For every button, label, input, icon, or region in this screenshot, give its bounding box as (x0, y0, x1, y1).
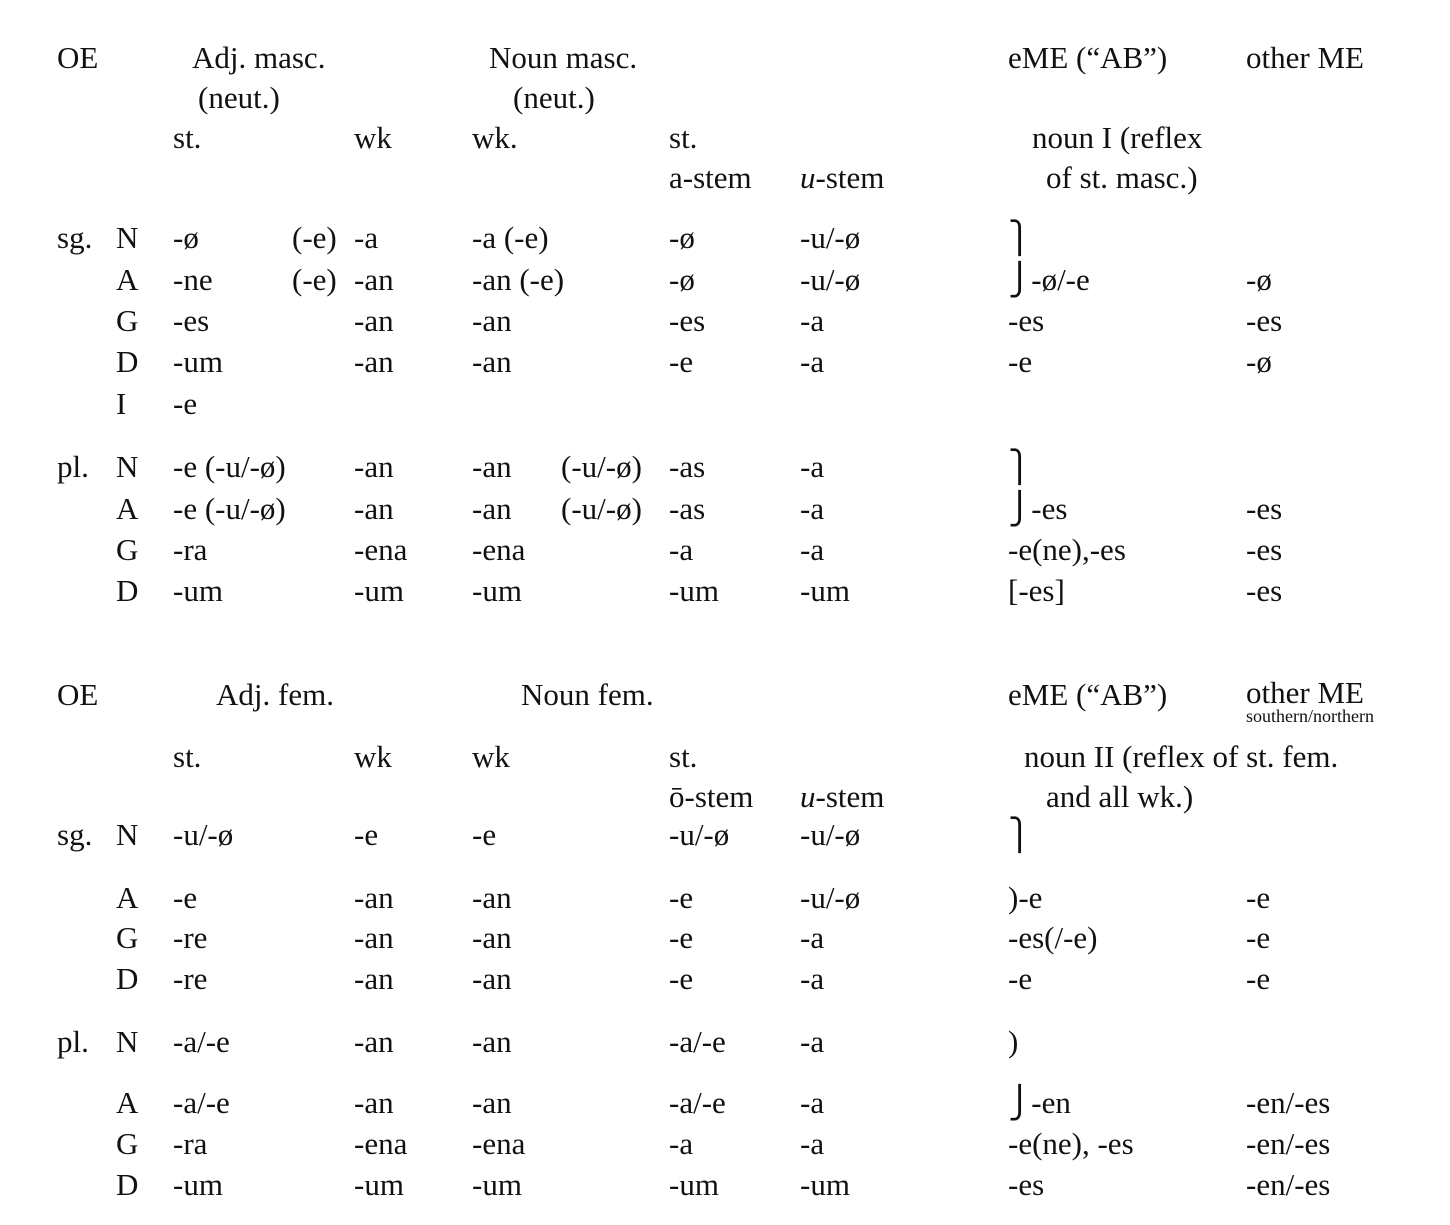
lower-o-stem-ending: -um (669, 1167, 719, 1202)
upper-adj-strong-ending: -e (173, 386, 198, 421)
upper-noun-strong-header: st. (669, 120, 698, 155)
lower-o-stem-ending: -e (669, 961, 694, 996)
upper-noun-weak-ending: -an (-e) (472, 262, 565, 297)
upper-noun-weak-ending: -an (472, 491, 512, 526)
upper-u-stem-ending: -a (800, 303, 825, 338)
upper-a-stem-ending: -es (669, 303, 706, 338)
lower-eme-ending: )-e (1008, 880, 1043, 915)
lower-adj-strong-ending: -e (173, 880, 198, 915)
lower-u-stem-ending: -um (800, 1167, 850, 1202)
upper-noun-weak-ending: -a (-e) (472, 220, 549, 255)
upper-eme-ending: -e(ne),-es (1008, 532, 1126, 567)
lower-u-stem-ending: -a (800, 1126, 825, 1161)
upper-noun-weak-variant: (-u/-ø) (561, 491, 642, 526)
lower-other-me-ending: -e (1246, 961, 1271, 996)
upper-reflex-header: noun I (reflex (1032, 120, 1203, 155)
upper-adj-strong-ending: -e (-u/-ø) (173, 449, 286, 484)
upper-other-me-header: other ME (1246, 40, 1364, 75)
upper-other-me-ending: -es (1246, 491, 1283, 526)
lower-other-me-ending: -en/-es (1246, 1085, 1331, 1120)
upper-adj-weak-ending: -ena (354, 532, 408, 567)
lower-noun-strong-header: st. (669, 739, 698, 774)
upper-adj-weak-ending: -an (354, 491, 394, 526)
lower-eme-ending: -e(ne), -es (1008, 1126, 1134, 1161)
upper-number-label: pl. (57, 449, 89, 484)
upper-eme-ending: ⎭-es (1008, 491, 1068, 526)
lower-adj-weak-ending: -an (354, 1085, 394, 1120)
upper-adj-strong-ending: -ra (173, 532, 208, 567)
lower-number-label: sg. (57, 817, 93, 852)
upper-case-label: D (116, 573, 139, 608)
lower-other-me-header: other ME (1246, 675, 1364, 710)
upper-a-stem-ending: -ø (669, 220, 695, 255)
upper-u-stem-ending: -a (800, 491, 825, 526)
lower-other-me-ending: -en/-es (1246, 1167, 1331, 1202)
lower-noun-weak-ending: -an (472, 920, 512, 955)
lower-noun-weak-ending: -e (472, 817, 497, 852)
upper-a-stem-ending: -as (669, 449, 706, 484)
lower-adj-header: Adj. fem. (216, 677, 334, 712)
lower-case-label: A (116, 1085, 139, 1120)
lower-number-label: pl. (57, 1024, 89, 1059)
upper-u-stem-ending: -a (800, 344, 825, 379)
lower-adj-weak-ending: -an (354, 1024, 394, 1059)
upper-a-stem-ending: -as (669, 491, 706, 526)
upper-u-stem-letter: u (800, 160, 816, 195)
lower-case-label: A (116, 880, 139, 915)
lower-reflex-header-sub: and all wk.) (1046, 779, 1194, 814)
upper-case-label: N (116, 449, 139, 484)
lower-o-stem-ending: -e (669, 920, 694, 955)
lower-noun-weak-ending: -um (472, 1167, 522, 1202)
lower-other-me-ending: -e (1246, 880, 1271, 915)
upper-noun-weak-ending: -um (472, 573, 522, 608)
upper-case-label: A (116, 491, 139, 526)
lower-u-stem-ending: -a (800, 920, 825, 955)
lower-adj-strong-ending: -a/-e (173, 1085, 230, 1120)
lower-noun-weak-ending: -an (472, 961, 512, 996)
upper-eme-ending: ⎭-ø/-e (1008, 262, 1090, 297)
lower-adj-strong-header: st. (173, 739, 202, 774)
lower-o-stem-ending: -a/-e (669, 1024, 726, 1059)
upper-adj-header-sub: (neut.) (198, 80, 280, 115)
lower-o-stem-ending: -a (669, 1126, 694, 1161)
upper-u-stem-header (800, 162, 884, 193)
lower-case-label: G (116, 1126, 139, 1161)
lower-o-stem-ending: -a/-e (669, 1085, 726, 1120)
upper-adj-weak-ending: -an (354, 303, 394, 338)
upper-case-label: G (116, 532, 139, 567)
upper-eme-ending: -es (1008, 303, 1045, 338)
lower-eme-ending: ⎭-en (1008, 1085, 1071, 1120)
upper-u-stem-suffix: -stem (815, 160, 885, 195)
upper-adj-weak-ending: -um (354, 573, 404, 608)
lower-adj-weak-ending: -an (354, 961, 394, 996)
upper-adj-strong-ending: -es (173, 303, 210, 338)
upper-noun-weak-variant: (-u/-ø) (561, 449, 642, 484)
lower-adj-weak-header: wk (354, 739, 392, 774)
upper-u-stem-ending: -u/-ø (800, 220, 861, 255)
lower-u-stem-suffix: -stem (815, 779, 885, 814)
upper-adj-weak-ending: -a (354, 220, 379, 255)
lower-u-stem-ending: -u/-ø (800, 880, 861, 915)
lower-eme-ending: ) (1008, 1024, 1019, 1059)
lower-u-stem-ending: -a (800, 961, 825, 996)
lower-noun-header: Noun fem. (521, 677, 654, 712)
lower-other-me-ending: -en/-es (1246, 1126, 1331, 1161)
upper-u-stem-ending: -u/-ø (800, 262, 861, 297)
lower-eme-ending: -e (1008, 961, 1033, 996)
lower-oe-label: OE (57, 677, 99, 712)
lower-case-label: G (116, 920, 139, 955)
lower-case-label: D (116, 961, 139, 996)
lower-case-label: D (116, 1167, 139, 1202)
upper-eme-ending: -e (1008, 344, 1033, 379)
upper-noun-weak-ending: -ena (472, 532, 526, 567)
upper-eme-ending: ⎫ (1008, 449, 1032, 484)
lower-noun-weak-ending: -an (472, 880, 512, 915)
upper-noun-header-sub: (neut.) (513, 80, 595, 115)
lower-adj-strong-ending: -um (173, 1167, 223, 1202)
lower-adj-weak-ending: -e (354, 817, 379, 852)
lower-u-stem-header (800, 781, 884, 812)
lower-u-stem-ending: -a (800, 1024, 825, 1059)
lower-case-label: N (116, 1024, 139, 1059)
lower-adj-weak-ending: -an (354, 880, 394, 915)
lower-u-stem-letter: u (800, 779, 816, 814)
lower-u-stem-ending: -a (800, 1085, 825, 1120)
upper-a-stem-header: a-stem (669, 160, 752, 195)
lower-adj-weak-ending: -ena (354, 1126, 408, 1161)
upper-noun-weak-header: wk. (472, 120, 518, 155)
upper-case-label: A (116, 262, 139, 297)
lower-adj-strong-ending: -re (173, 961, 208, 996)
upper-number-label: sg. (57, 220, 93, 255)
upper-adj-weak-ending: -an (354, 449, 394, 484)
lower-case-label: N (116, 817, 139, 852)
upper-adj-strong-ending: -um (173, 573, 223, 608)
upper-case-label: N (116, 220, 139, 255)
lower-other-me-subheader: southern/northern (1246, 706, 1374, 726)
lower-eme-header: eME (“AB”) (1008, 677, 1168, 712)
upper-adj-weak-header: wk (354, 120, 392, 155)
upper-noun-weak-ending: -an (472, 303, 512, 338)
upper-other-me-ending: -ø (1246, 344, 1272, 379)
lower-eme-ending: -es(/-e) (1008, 920, 1098, 955)
upper-u-stem-ending: -a (800, 532, 825, 567)
upper-other-me-ending: -ø (1246, 262, 1272, 297)
upper-u-stem-ending: -um (800, 573, 850, 608)
lower-noun-weak-ending: -an (472, 1085, 512, 1120)
upper-u-stem-ending: -a (800, 449, 825, 484)
lower-adj-strong-ending: -a/-e (173, 1024, 230, 1059)
upper-adj-strong-header: st. (173, 120, 202, 155)
lower-adj-strong-ending: -re (173, 920, 208, 955)
lower-adj-weak-ending: -um (354, 1167, 404, 1202)
upper-case-label: I (116, 386, 127, 421)
lower-eme-ending: -es (1008, 1167, 1045, 1202)
upper-a-stem-ending: -a (669, 532, 694, 567)
lower-o-stem-ending: -e (669, 880, 694, 915)
upper-case-label: D (116, 344, 139, 379)
upper-eme-ending: [-es] (1008, 573, 1065, 608)
lower-adj-strong-ending: -u/-ø (173, 817, 234, 852)
lower-noun-weak-ending: -ena (472, 1126, 526, 1161)
upper-adj-weak-variant: (-e) (292, 220, 337, 255)
lower-other-me-ending: -e (1246, 920, 1271, 955)
lower-adj-strong-ending: -ra (173, 1126, 208, 1161)
lower-o-stem-ending: -u/-ø (669, 817, 730, 852)
upper-eme-header: eME (“AB”) (1008, 40, 1168, 75)
lower-eme-ending: ⎫ (1008, 817, 1032, 852)
upper-other-me-ending: -es (1246, 573, 1283, 608)
upper-adj-strong-ending: -um (173, 344, 223, 379)
upper-eme-ending: ⎫ (1008, 220, 1032, 255)
upper-other-me-ending: -es (1246, 303, 1283, 338)
upper-adj-weak-ending: -an (354, 262, 394, 297)
upper-a-stem-ending: -um (669, 573, 719, 608)
lower-adj-weak-ending: -an (354, 920, 394, 955)
lower-u-stem-ending: -u/-ø (800, 817, 861, 852)
upper-case-label: G (116, 303, 139, 338)
upper-other-me-ending: -es (1246, 532, 1283, 567)
upper-noun-header: Noun masc. (489, 40, 638, 75)
upper-adj-header: Adj. masc. (192, 40, 326, 75)
lower-noun-weak-ending: -an (472, 1024, 512, 1059)
lower-noun-weak-header: wk (472, 739, 510, 774)
upper-a-stem-ending: -ø (669, 262, 695, 297)
upper-adj-strong-ending: -ne (173, 262, 213, 297)
upper-reflex-header-sub: of st. masc.) (1046, 160, 1198, 195)
upper-adj-strong-ending: -e (-u/-ø) (173, 491, 286, 526)
upper-a-stem-ending: -e (669, 344, 694, 379)
upper-oe-label: OE (57, 40, 99, 75)
upper-adj-strong-ending: -ø (173, 220, 199, 255)
upper-adj-weak-variant: (-e) (292, 262, 337, 297)
upper-noun-weak-ending: -an (472, 344, 512, 379)
lower-o-stem-header: ō-stem (669, 779, 754, 814)
upper-noun-weak-ending: -an (472, 449, 512, 484)
lower-reflex-header: noun II (reflex of st. fem. (1024, 739, 1339, 774)
upper-adj-weak-ending: -an (354, 344, 394, 379)
